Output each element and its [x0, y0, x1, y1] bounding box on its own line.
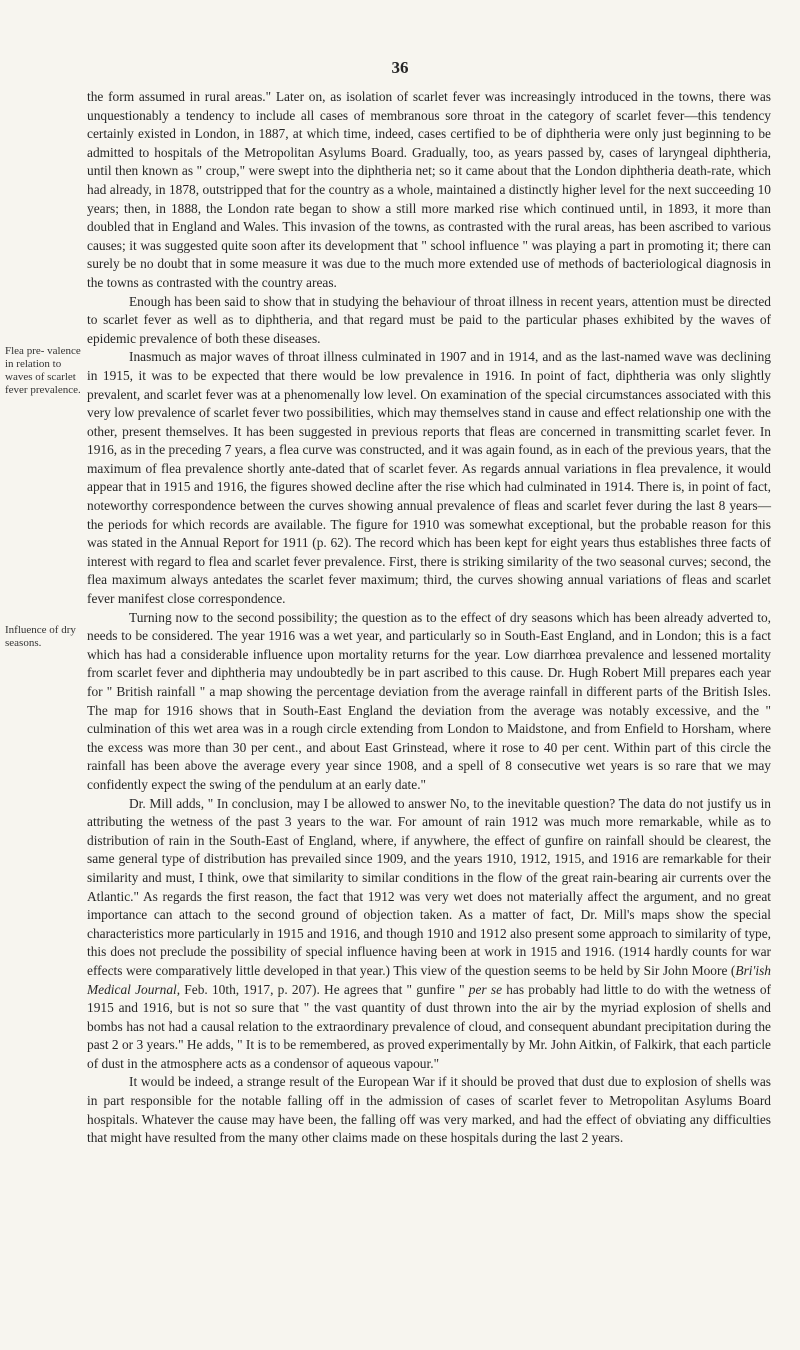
margin-note-flea-prevalence: Flea pre- valence in relation to waves of scarlet fever prevalence. [5, 345, 81, 396]
body-text [87, 88, 771, 1148]
per-se-phrase: per se [468, 981, 503, 997]
journal-title: Bri'ish Medical Journal [87, 962, 771, 997]
paragraph-throat-illness: Enough has been said to show that in studying the behaviour of throat illness in recent years, attention must be directed to scarlet fever as well as to diphtheria, and that regard must be paid to the particular phases exhibited by the waves of epidemic prevalence of both these diseases. [87, 293, 771, 346]
paragraph-dry-seasons: Turning now to the second possibility; the question as to the effect of dry seasons which has been already adverted to, needs to be considered. The year 1916 was a wet year, and particularly so in South-East England, and in London; this is a fact which has had a considerable influence upon mortality returns for the year. Low diarrhœa prevalence and lessened mortality from scarlet fever and diphtheria may undoubtedly be in part ascribed to this cause. Dr. Hugh Robert Mill prepares each year for " British rainfall " a map showing the percentage deviation from the average rainfall in different parts of the British Isles. The map for 1916 shows that in South-East England the deviation from the average was notably excessive, and the " culmination of this wet area was in a rough circle extending from London to Maidstone, and from Enfield to Horsham, where the excess was more than 30 per cent., and about East Grinstead, where it rose to 40 per cent. Within part of this circle the rainfall has been above the average every year since 1908, and a spell of 8 consecutive wet years is so rare that we may confidently expect the swing of the pendulum at an early date." [87, 609, 771, 792]
dr-mill-text-1: Dr. Mill adds, " In conclusion, may I be allowed to answer No, to the inevitable question? The data do not justify us in attributing the wetness of the past 3 years to the war. For amount of rain 1912 was much more remarkable, while as to distribution of rain in the South-East of England, where, if anywhere, the effect of gunfire on rainfall should be clearest, the same general type of distribution has prevailed since 1909, and the years 1910, 1912, 1915, and 1916 are remarkable for their similarity and must, I think, owe that similarity to similar conditions in the flow of the great rain-bearing air currents over the Atlantic." As regards the first reason, the fact that 1912 was very wet does not materially affect the argument, and no great importance can attach to the second ground of objection taken. As a matter of fact, Dr. Mill's maps show the special characteristics more particularly in 1915 and 1916, and though 1910 and 1912 also present some approach to similarity of type, this does not preclude the possibility of special influence having been at work in 1915 and 1916. (1914 hardly counts for war effects were comparatively little developed in that year.) This view of the question seems to be held by Sir John Moore ( [87, 795, 771, 978]
dr-mill-text-3: has probably had little to do with the wetness of 1915 and 1916, but is not so sure that " the vast quantity of dust thrown into the air by the myriad explosion of shells and bombs has not had a causal relation to the extraordinary prevalence of cloud, and consequent abundant precipitation during the past 2 or 3 years." He adds, " It is to be remembered, as proved experimentally by Mr. John Aitkin, of Falkirk, that each particle of dust in the atmosphere acts as a condensor of aqueous vapour." [87, 981, 772, 1071]
page-number: 36 [391, 58, 409, 77]
paragraph-flea-prevalence: Inasmuch as major waves of throat illness culminated in 1907 and in 1914, and as the last-named wave was declining in 1915, it was to be expected that there would be low prevalence in 1916. In point of fact, diphtheria was only slightly prevalent, and scarlet fever was at a phenomenally low level. On examination of the special circumstances associated with this very low prevalence of scarlet fever two possibilities, which may themselves stand in cause and effect relationship one with the other, present themselves. It has been suggested in previous reports that fleas are concerned in transmitting scarlet fever. In 1916, as in the preceding 7 years, a flea curve was constructed, and it was again found, as in each of the previous years, that the maximum of flea prevalence shortly ante-dated that of scarlet fever. As regards annual variations in flea prevalence, it would appear that in 1915 and 1916, the figures showed decline after the rise which had culminated in 1914. There is, in point of fact, noteworthy correspondence between the curves showing annual prevalence of fleas and scarlet fever during the last 8 years—the periods for which records are available. The figure for 1910 was somewhat exceptional, but the probable reason for this was stated in the Annual Report for 1911 (p. 62). The record which has been kept for eight years thus establishes three facts of interest with regard to flea and scarlet fever prevalence. First, there is striking similarity of the two seasonal curves; second, the flea maximum always antedates the scarlet fever maximum; third, the curves showing annual variations of fleas and scarlet fever manifest close correspondence. [87, 349, 771, 607]
dr-mill-text-2: , Feb. 10th, 1917, p. 207). He agrees that " gunfire " [176, 981, 469, 997]
paragraph-dr-mill [87, 795, 771, 1074]
paragraph-european-war: It would be indeed, a strange result of the European War if it should be proved that dust due to explosion of shells was in part responsible for the notable falling off in the admission of cases of scarlet fever to Metropolitan Asylums Board hospitals. Whatever the cause may have been, the falling off was very marked, and had the effect of obviating any difficulties that might have resulted from the many other claims made on these hospitals during the last 2 years. [87, 1074, 771, 1146]
margin-note-dry-seasons: Influence of dry seasons. [5, 624, 76, 649]
paragraph-rural-areas: the form assumed in rural areas." Later on, as isolation of scarlet fever was increasingly introduced in the towns, there was unquestionably a tendency to include all cases of membranous sore throat in the category of scarlet fever—this tendency certainly existed in London, in 1887, at which time, indeed, cases certified to be of diphtheria were only just beginning to be admitted to hospitals of the Metropolitan Asylums Board. Gradually, too, as years passed by, cases of laryngeal diphtheria, until then known as " croup," were swept into the diphtheria net; so it came about that the London diphtheria death-rate, which had already, in 1878, outstripped that for the country as a whole, maintained a distinctly higher level for the next succeeding 10 years; then, in 1888, the London rate began to show a still more marked rise which continued until, in 1893, it more than doubled that in England and Wales. This invasion of the towns, as contrasted with the rural areas, has been ascribed to various causes; it was suggested quite soon after its development that " school influence " was playing a part in promoting it; there can surely be no doubt that in some measure it was due to the much more extended use of methods of bacteriological diagnosis in the towns as contrasted with the country areas. [87, 89, 771, 290]
